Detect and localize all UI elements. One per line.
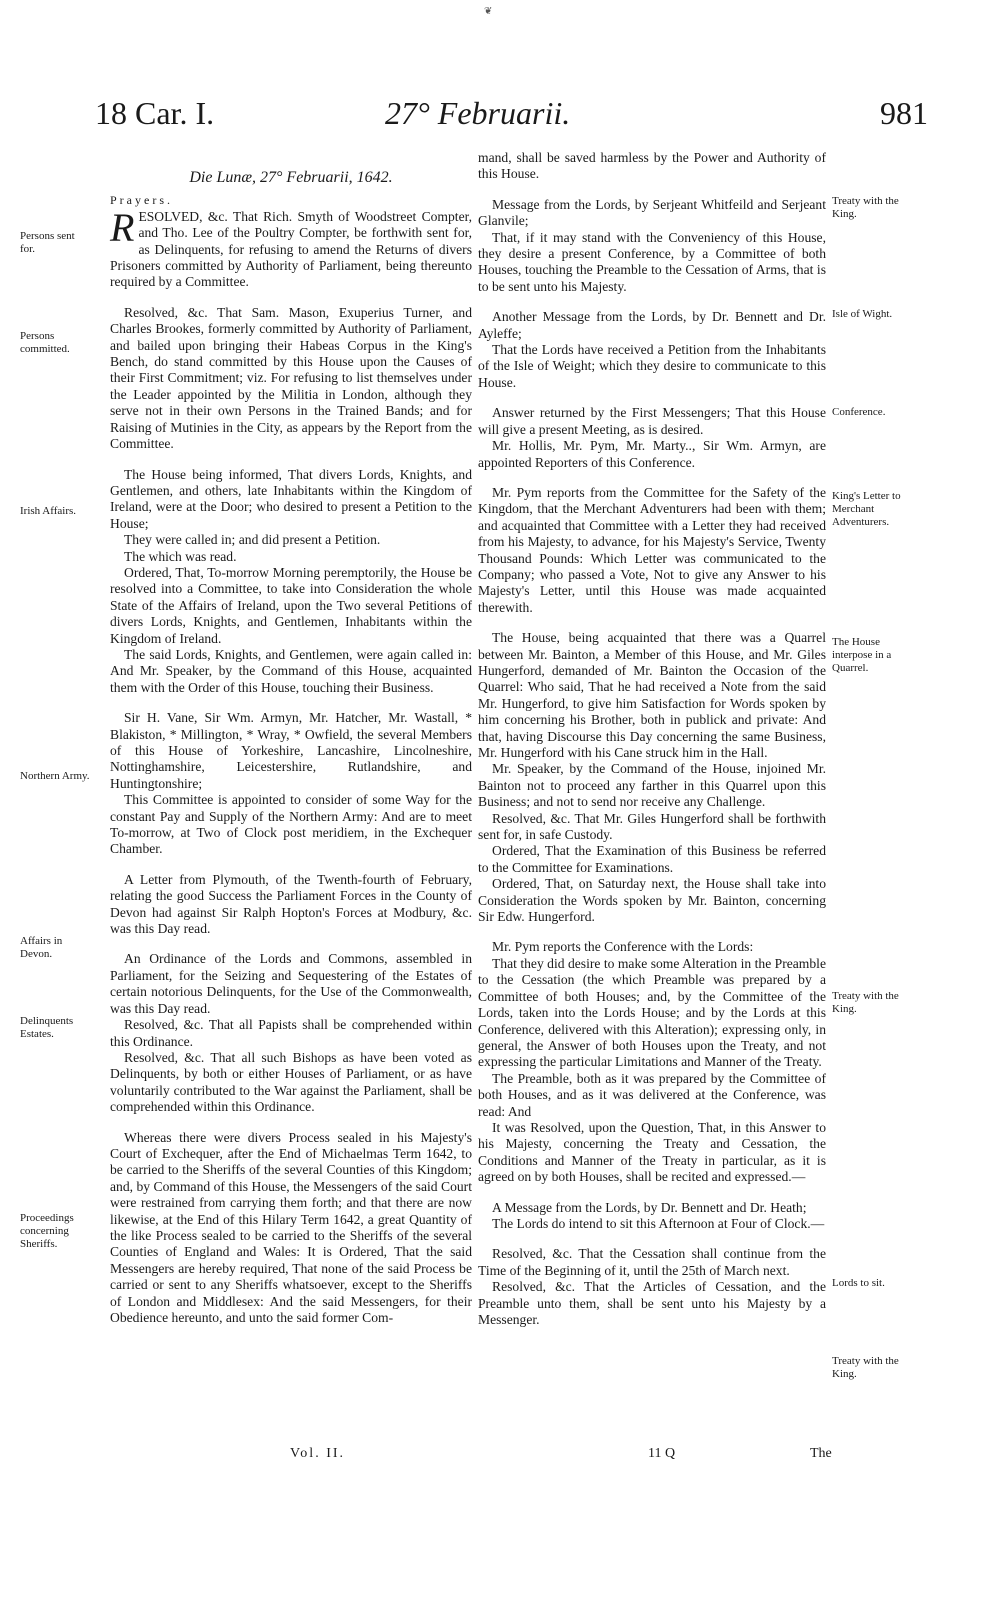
paragraph: Answer returned by the First Messengers; That this House will give a present Meeting, as is desired. [478,405,826,437]
paragraph: That they did desire to make some Alteration in the Preamble to the Cessation (the which Preamble was prepared by a Committee of both Houses; and, by the Committee of the Lords, taken into the Lords House; and by the Lords at this Conference, delivered with this Alteration); expressing only, in general, the Answer of both Houses upon the Treaty, and not expressing the particular Limitations and Manner of the Treaty. [478,955,826,1070]
paragraph: They were called in; and did present a Petition. [124,532,381,548]
top-ornament: ❦ [484,6,493,17]
margin-note: Affairs in Devon. [20,935,63,960]
paragraph: Mr. Speaker, by the Command of the House, injoined Mr. Bainton not to proceed any farther in this Quarrel upon this Business; and not to send nor receive any Challenge. [478,761,826,810]
paragraph: That, if it may stand with the Conveniency of this House, they desire a present Conference, by a Committee of both Houses, touching the Preamble to the Cessation of Arms, that is to be sent unto his Majesty. [478,229,826,294]
margin-note: Isle of Wight. [832,308,893,320]
paragraph: The which was read. [124,548,237,564]
paragraph: Resolved, &c. That Sam. Mason, Exuperius Turner, and Charles Brookes, formerly committed by Authority of Parliament, and bailed upon bringing their Habeas Corpus in the King's Bench, do stand committed by this House upon the Causes of their First Commitment; viz. For refusing to list themselves under the Leader appointed by the Militia in London, although they serve not in their own Persons in the Trained Bands; and for Raising of Mutinies in the City, as appears by the Report from the Committee. [110,304,472,452]
paragraph: Whereas there were divers Process sealed in his Majesty's Court of Exchequer, after the End of Michaelmas Term 1642, to be carried to the Sheriffs of the several Counties of this Kingdom; and, by Command of this House, the Messengers of the said Court were restrained from carrying them forth; and that there are now likewise, at the End of this Hilary Term 1642, a great Quantity of the like Process sealed to be carried to the Sheriffs of the several Counties of England and Wales: It is Ordered, That the said Messengers are hereby required, That none of the said Process be carried or sent to any Sheriffs whatsoever, except to the Sheriffs of London and Middlesex: And the said Messengers, for their Obedience hereunto, and unto the said former Com- [110,1129,472,1325]
header-date: 27° Februarii. [385,95,571,131]
paragraph: Resolved, &c. That all Papists shall be comprehended within this Ordinance. [110,1017,472,1049]
paragraph: Mr. Hollis, Mr. Pym, Mr. Marty.., Sir Wm. Armyn, are appointed Reporters of this Conference. [478,438,826,470]
paragraph: Another Message from the Lords, by Dr. Bennett and Dr. Ayleffe; [478,309,826,341]
margin-note: Northern Army. [20,770,90,782]
margin-note: Persons committed. [20,330,70,355]
paragraph: A Letter from Plymouth, of the Twenth-fourth of February, relating the good Success the Parliament Forces in the County of Devon had against Sir Ralph Hopton's Forces at Modbury, &c. was this Day read. [110,871,472,937]
paragraph: The House, being acquainted that there was a Quarrel between Mr. Bainton, a Member of this House, and Mr. Giles Hungerford, demanded of Mr. Bainton the Occasion of the Quarrel: Who said, That he had received a Note from the said Mr. Hungerford, to give him Satisfaction for Words spoken by him concerning his Brother, both in publick and private: And that, having Discourse this Day concerning the same Business, Mr. Hungerford with his Cane struck him in the Hall. [478,630,826,760]
paragraph: RESOLVED, &c. That Rich. Smyth of Woodstreet Compter, and Tho. Lee of the Poultry Compter, be forthwith sent for, as Delinquents, for refusing to amend the Returns of divers Prisoners committed by Authority of Parliament, being thereunto required by a Committee. [110,204,472,290]
paragraph: Mr. Pym reports the Conference with the Lords: [492,939,754,955]
paragraph: Resolved, &c. That Mr. Giles Hungerford shall be forthwith sent for, in safe Custody. [478,810,826,843]
header-regnal-year: 18 Car. I. [95,95,215,131]
header-page-number: 981 [880,95,928,131]
paragraph: The House being informed, That divers Lords, Knights, and Gentlemen, and others, late Inhabitants within the Kingdom of Ireland, were at the Door; who desired to present a Petition to the House; [110,466,472,531]
margin-note: Irish Affairs. [20,505,77,517]
paragraph: That the Lords have received a Petition from the Inhabitants of the Isle of Weight; which they desire to communicate to this House. [478,342,826,390]
paragraph: A Message from the Lords, by Dr. Bennett and Dr. Heath; [492,1199,807,1215]
volume-label: Vol. II. [290,1446,346,1461]
paragraph: It was Resolved, upon the Question, That, in this Answer to his Majesty, concerning the Treaty and Cessation, the Conditions and Manner of the Treaty in particular, as it is agreed on by both Houses, shall be recited and expressed.— [478,1119,826,1185]
paragraph: An Ordinance of the Lords and Commons, assembled in Parliament, for the Seizing and Sequestering of the Estates of certain notorious Delinquents, for the Use of the Commonwealth, was this Day read. [110,951,472,1016]
paragraph: Resolved, &c. That all such Bishops as have been voted as Delinquents, by both or either Houses of Parliament, or as have voluntarily contributed to the War against the Parliament, shall be comprehended within this Ordinance. [110,1049,472,1115]
paragraph: This Committee is appointed to consider of some Way for the constant Pay and Supply of the Northern Army: And are to meet To-morrow, at Two of Clock post meridiem, in the Exchequer Chamber. [110,792,472,857]
paragraph: The said Lords, Knights, and Gentlemen, were again called in: And Mr. Speaker, by the Command of this House, acquainted them with the Order of this House, touching their Business. [110,646,472,695]
day-title: Die Lunæ, 27° Februarii, 1642. [189,169,393,186]
margin-note: Treaty with the King. [832,990,899,1015]
paragraph: Sir H. Vane, Sir Wm. Armyn, Mr. Hatcher, Mr. Wastall, * Blakiston, * Millington, * Wray, * Owfield, the several Members of this House of Yorkeshire, Lancashire, Lincolneshire, Nottinghamshire, Leicestershire, Rutlandshire, and Huntingtonshire; [110,710,472,791]
paragraph: The Preamble, both as it was prepared by the Committee of both Houses, and as it was delivered at the Conference, was read: And [478,1070,826,1119]
paragraph: Message from the Lords, by Serjeant Whitfeild and Serjeant Glanvile; [478,196,826,229]
margin-note: King's Letter to Merchant Adventurers. [832,490,901,528]
catchword: The [810,1446,832,1461]
margin-note: Treaty with the King. [832,195,899,220]
left-column [110,160,472,1326]
paragraph: Resolved, &c. That the Cessation shall continue from the Time of the Beginning of it, until the 25th of March next. [478,1246,826,1278]
margin-note: The House interpose in a Quarrel. [832,636,892,674]
paragraph: Resolved, &c. That the Articles of Cessation, and the Preamble unto them, shall be sent unto his Majesty by a Messenger. [478,1279,826,1327]
paragraph: The Lords do intend to sit this Afternoon at Four of Clock.— [492,1215,825,1231]
right-column [478,150,826,1328]
margin-note: Conference. [832,406,886,418]
paragraph: mand, shall be saved harmless by the Power and Authority of this House. [478,150,826,182]
paragraph: Ordered, That, on Saturday next, the House shall take into Consideration the Words spoken by Mr. Bainton, concerning Sir Edw. Hungerford. [478,876,826,925]
margin-note: Delinquents Estates. [20,1015,74,1040]
paragraph: Ordered, That the Examination of this Business be referred to the Committee for Examinations. [478,843,826,875]
drop-cap: R [110,204,135,250]
margin-note: Proceedings concerning Sheriffs. [20,1212,74,1250]
margin-note: Treaty with the King. [832,1355,899,1380]
margin-note: Lords to sit. [832,1277,885,1289]
signature-mark: 11 Q [648,1446,676,1461]
prayers-heading: Prayers. [110,193,173,208]
paragraph: Mr. Pym reports from the Committee for the Safety of the Kingdom, that the Merchant Adventurers had been with them; and acquainted that Committee with a Letter they had received from his Majesty, to advance, for his Majesty's Service, Twenty Thousand Pounds: Which Letter was communicated to the Company; who passed a Vote, Not to give any Answer to his Majesty's Letter, until this House was made acquainted therewith. [478,484,826,615]
paragraph: Ordered, That, To-morrow Morning peremptorily, the House be resolved into a Committee, to take into Consideration the whole State of the Affairs of Ireland, upon the Two several Petitions of divers Lords, Knights, and Gentlemen, Inhabitants within the Kingdom of Ireland. [110,564,472,646]
margin-note: Persons sent for. [20,230,75,255]
